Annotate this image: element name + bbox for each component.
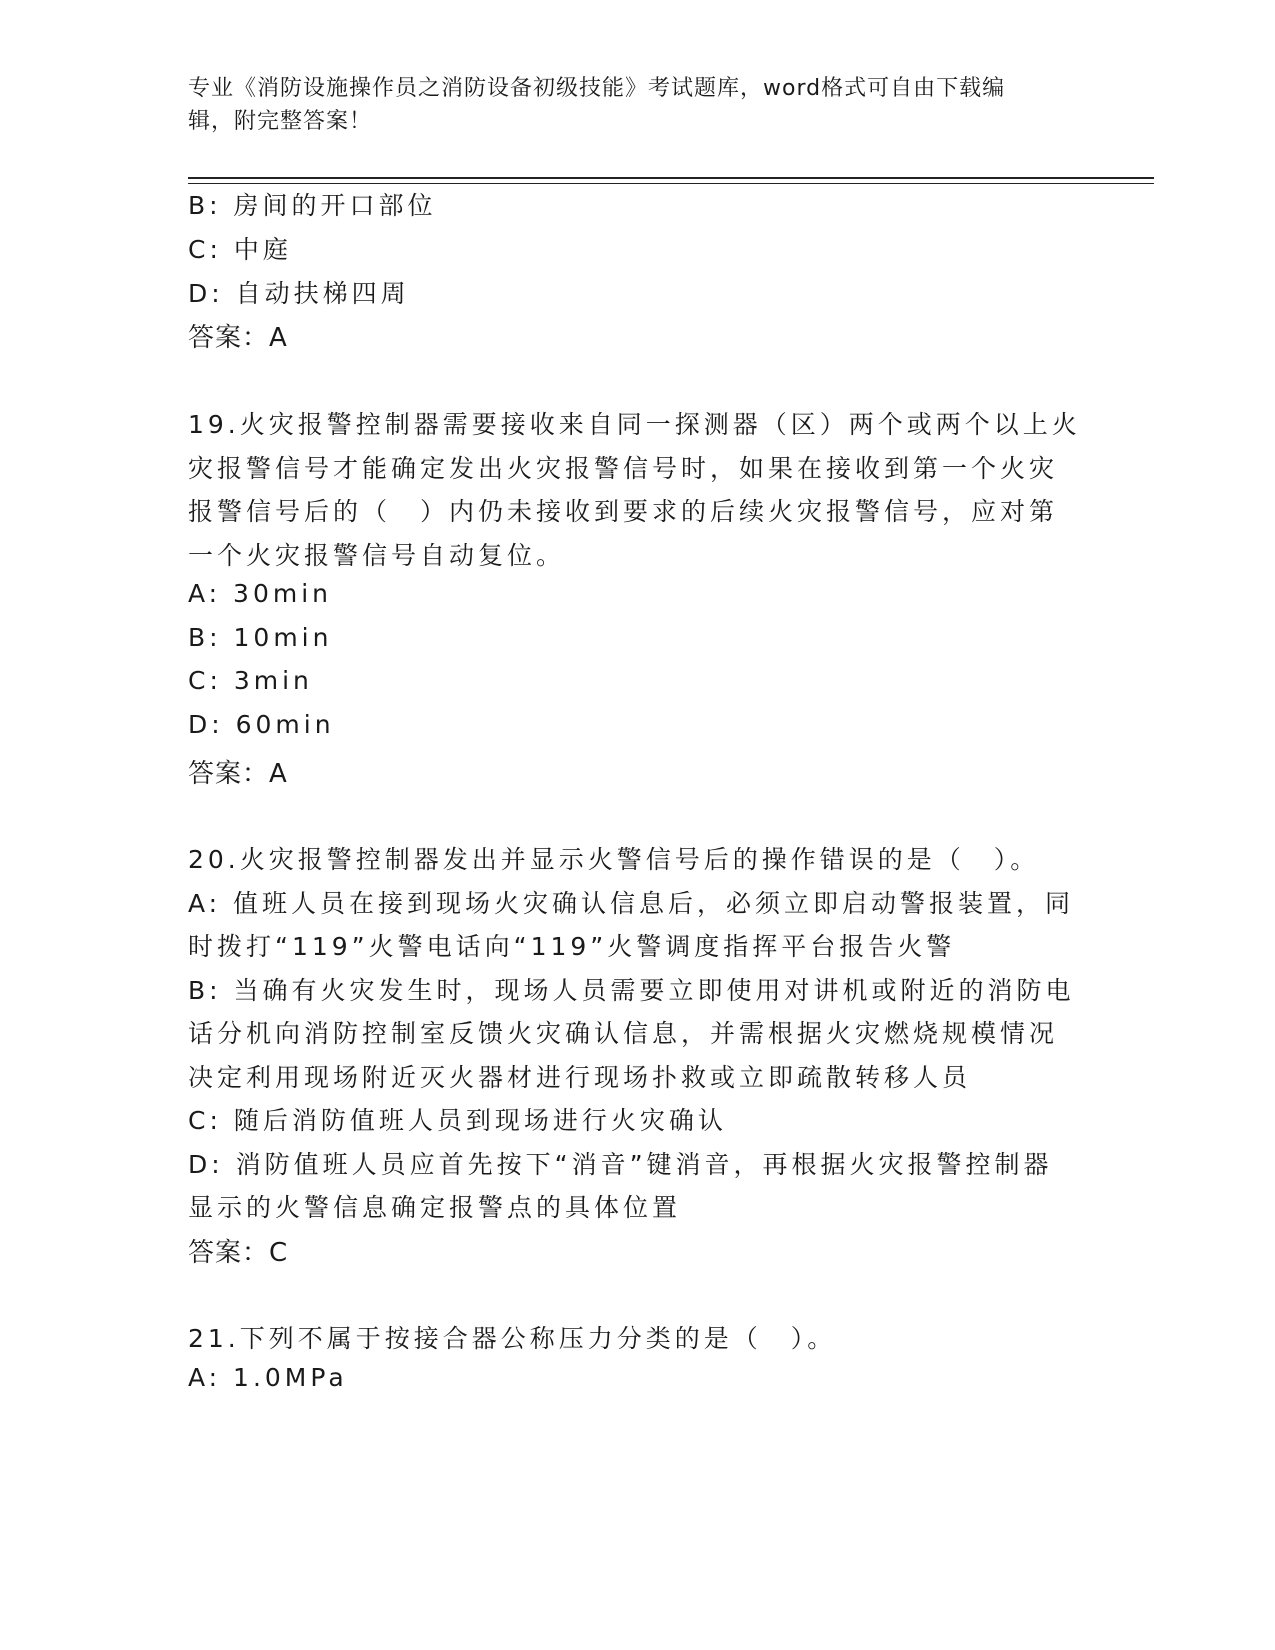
q20-option-a-line-1: A: 值班人员在接到现场火灾确认信息后，必须立即启动警报装置，同 bbox=[188, 889, 1075, 918]
q20-option-d-line-2: 显示的火警信息确定报警点的具体位置 bbox=[188, 1193, 682, 1222]
q18-answer: 答案：A bbox=[188, 323, 288, 353]
q21-option-a: A: 1.0MPa bbox=[188, 1363, 348, 1392]
q19-option-c: C: 3min bbox=[188, 666, 313, 695]
q19-answer: 答案：A bbox=[188, 759, 288, 789]
q19-stem-line-2: 灾报警信号才能确定发出火灾报警信号时，如果在接收到第一个火灾 bbox=[188, 454, 1059, 483]
q20-option-a-line-2: 时拨打“119”火警电话向“119”火警调度指挥平台报告火警 bbox=[188, 932, 956, 961]
q19-stem-line-3: 报警信号后的（ ）内仍未接收到要求的后续火灾报警信号，应对第 bbox=[188, 497, 1059, 526]
header-line-2: 辑，附完整答案！ bbox=[188, 109, 373, 134]
q19-option-b: B: 10min bbox=[188, 623, 333, 652]
q18-option-c: C: 中庭 bbox=[188, 235, 292, 264]
q20-option-b-line-2: 话分机向消防控制室反馈火灾确认信息，并需根据火灾燃烧规模情况 bbox=[188, 1019, 1059, 1048]
q18-option-d: D: 自动扶梯四周 bbox=[188, 279, 410, 308]
q20-option-b-line-3: 决定利用现场附近灭火器材进行现场扑救或立即疏散转移人员 bbox=[188, 1063, 972, 1092]
q19-option-d: D: 60min bbox=[188, 710, 335, 739]
q19-stem-line-1: 19.火灾报警控制器需要接收来自同一探测器（区）两个或两个以上火 bbox=[188, 410, 1081, 439]
header-line-1: 专业《消防设施操作员之消防设备初级技能》考试题库，word格式可自由下载编 bbox=[188, 76, 1006, 101]
header-divider bbox=[188, 177, 1154, 179]
q20-stem: 20.火灾报警控制器发出并显示火警信号后的操作错误的是（ ）。 bbox=[188, 845, 1040, 874]
q19-option-a: A: 30min bbox=[188, 579, 332, 608]
q18-option-b: B: 房间的开口部位 bbox=[188, 191, 437, 220]
q20-option-c: C: 随后消防值班人员到现场进行火灾确认 bbox=[188, 1106, 727, 1135]
q20-answer: 答案：C bbox=[188, 1238, 289, 1268]
q20-option-b-line-1: B: 当确有火灾发生时，现场人员需要立即使用对讲机或附近的消防电 bbox=[188, 976, 1075, 1005]
q21-stem: 21.下列不属于按接合器公称压力分类的是（ ）。 bbox=[188, 1324, 837, 1353]
header-divider-thin bbox=[188, 183, 1154, 184]
page-header bbox=[188, 72, 1088, 138]
q20-option-d-line-1: D: 消防值班人员应首先按下“消音”键消音，再根据火灾报警控制器 bbox=[188, 1150, 1053, 1179]
q19-stem-line-4: 一个火灾报警信号自动复位。 bbox=[188, 541, 566, 570]
